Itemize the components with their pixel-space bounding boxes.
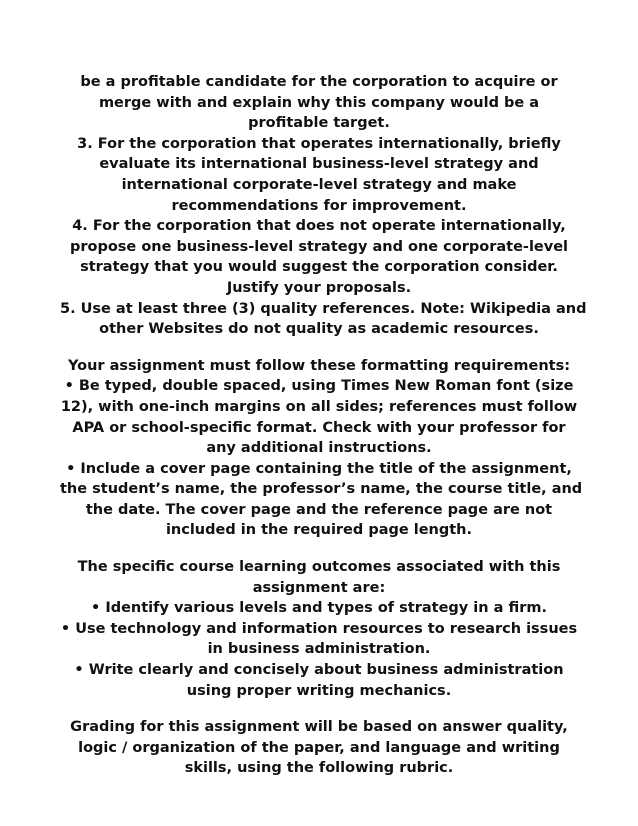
text-line: international corporate-level strategy and make — [121, 176, 517, 193]
text-line: APA or school-specific format. Check with your professor for — [72, 419, 566, 436]
text-line: strategy that you would suggest the corporation consider. — [80, 259, 558, 276]
text-line: 4. For the corporation that does not operate internationally, — [72, 218, 566, 235]
text-line: evaluate its international business-level strategy and — [99, 156, 539, 173]
text-line: • Write clearly and concisely about business administration — [74, 662, 564, 679]
text-line: 3. For the corporation that operates internationally, briefly — [77, 135, 561, 152]
text-line: skills, using the following rubric. — [184, 760, 454, 777]
text-line: • Identify various levels and types of strategy in a firm. — [91, 600, 547, 617]
text-line: using proper writing mechanics. — [186, 682, 452, 699]
text-line: assignment are: — [252, 579, 386, 596]
text-line: profitable target. — [248, 115, 390, 132]
text-line: other Websites do not quality as academic resources. — [99, 321, 539, 338]
text-line: • Include a cover page containing the title of the assignment, — [66, 460, 572, 477]
text-line: 5. Use at least three (3) quality references. Note: Wikipedia and — [60, 300, 587, 317]
text-line: 12), with one-inch margins on all sides; references must follow — [60, 398, 578, 415]
text-line: included in the required page length. — [165, 522, 473, 539]
text-line: Grading for this assignment will be based on answer quality, — [70, 719, 568, 736]
document-body — [60, 72, 587, 779]
paragraph-formatting-requirements — [60, 356, 583, 541]
text-line: • Use technology and information resources to research issues — [60, 620, 578, 637]
text-line: logic / organization of the paper, and language and writing — [78, 739, 560, 756]
paragraph-instructions-continued — [60, 72, 587, 340]
text-line: Your assignment must follow these formatting requirements: — [67, 357, 571, 374]
text-line: The specific course learning outcomes associated with this — [77, 559, 561, 576]
text-line: the student’s name, the professor’s name, the course title, and — [60, 481, 583, 498]
text-line: • Be typed, double spaced, using Times New Roman font (size — [64, 378, 574, 395]
text-line: recommendations for improvement. — [171, 197, 467, 214]
text-line: propose one business-level strategy and one corporate-level — [69, 238, 569, 255]
text-line: the date. The cover page and the reference page are not — [85, 501, 553, 518]
paragraph-grading — [60, 717, 578, 779]
text-line: any additional instructions. — [206, 440, 432, 457]
paragraph-learning-outcomes — [60, 557, 578, 701]
text-line: in business administration. — [207, 641, 431, 658]
text-line: be a profitable candidate for the corporation to acquire or — [80, 74, 558, 90]
text-line: Justify your proposals. — [226, 279, 412, 296]
text-line: merge with and explain why this company would be a — [98, 94, 540, 111]
